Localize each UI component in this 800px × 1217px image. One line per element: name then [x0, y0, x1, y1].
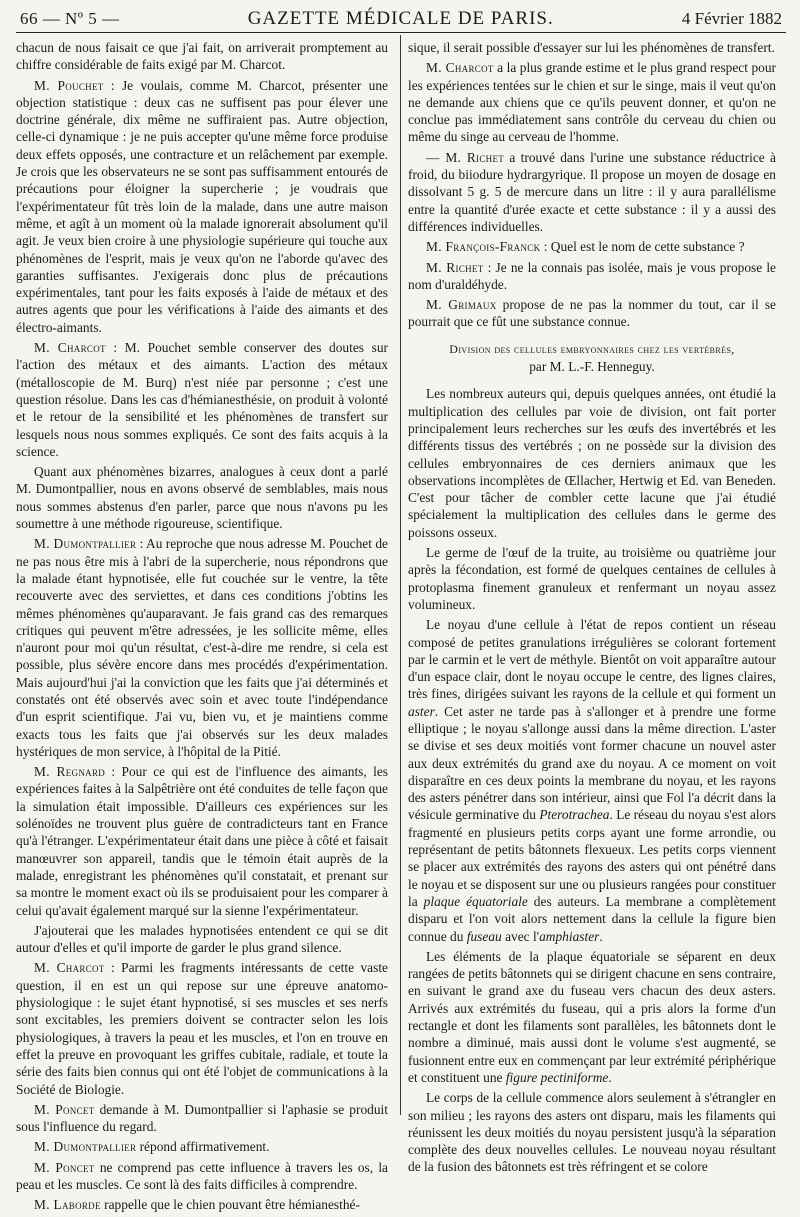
- paragraph-text: : Au reproche que nous adresse M. Pouchet de ne pas nous être mis à l'abri de la supercherie, nous répondrons que la malade étant hypnotisée, elle fut couchée sur le ventre, la tête recouverte avec des serviettes, et dans ces conditions j'obtins les mêmes phénomènes qu'auparavant. Je fais grand cas des remarques critiques qui peuvent m'être adressées, je les sollicite même, elles n'auront pour moi qu'un résultat, c'est-à-dire me rendre, si cela est possible, plus sévère encore dans mes procédés d'expérimentation. Mais aujourd'hui j'ai la conviction que les faits que j'ai déterminés et constatés ont été observés avec soin et avec toute l'indépendance d'un esprit scientifique. J'ai vu, bien vu, et je maintiens comme exacts tous les faits que j'ai observés sur les deux malades hystériques de mon service, à l'hôpital de la Pitié.: [16, 536, 388, 759]
- paragraph-text: .: [599, 928, 603, 944]
- paragraph-text: : Je voulais, comme M. Charcot, présenter une objection statistique : deux cas ne suffisent pas pour élever une doctrine générale, dix même ne suffiraient pas. Autre objection, celle-ci dynamique : je ne puis accepter qu'une même force produise deux effets opposés, une contracture et un relâchement par exemple. Je crois que les observateurs ne se sont pas suffisamment entourés de précautions pour éloigner la supercherie ; je voudrais que l'expérimentateur fût très loin de la malade, dans une autre maison même, et agît à un moment où la malade ignorerait absolument qu'il agit. Je veux bien croire à une physiologie supérieure qui touche aux phénomènes de l'esprit, mais je veux qu'on ne l'aborde qu'avec des garanties suffisantes. J'exigerais donc plus de précautions expérimentales, tant pour les faits exposés à l'aide de métaux et des autres agents que pour les vérifications à l'aide des aimants et des électro-aimants.: [16, 77, 388, 335]
- term-figure-pectiniforme: figure pectiniforme: [505, 1069, 609, 1085]
- speaker-name: M. Dumontpallier: [34, 1139, 137, 1155]
- paragraph-text: rappelle que le chien pouvant être hémianesthé-: [100, 1197, 360, 1213]
- speaker-name: M. Poncet: [34, 1101, 95, 1117]
- paragraph: [408, 238, 776, 255]
- paragraph-text: : Quel est le nom de cette substance ?: [540, 239, 745, 255]
- term-pterotrachea: Pterotrachea: [539, 807, 610, 823]
- column-divider: [400, 35, 401, 1115]
- term-fuseau: fuseau: [466, 928, 502, 944]
- speaker-name: M. Charcot: [34, 960, 105, 976]
- paragraph: [16, 1196, 388, 1213]
- paragraph: [16, 1101, 388, 1136]
- paragraph-text: . Le réseau du noyau s'est alors fragmenté en plusieurs petits corps ayant une forme arrondie, ou représentant de petits bâtonnets flexueux. Les petits corps viennent se placer aux extrémités des rayons des asters qui ont pénétré dans le noyau et se disposent sur une ou plusieurs rangées pour constituer la: [408, 807, 776, 909]
- paragraph-text: .: [608, 1069, 612, 1085]
- paragraph-text: propose de ne pas la nommer du tout, car il se pourrait que ce fût une substance connue.: [408, 297, 776, 330]
- speaker-name: M. Richet: [426, 259, 484, 275]
- speaker-name: — M. Richet: [426, 149, 505, 165]
- paragraph: [16, 535, 388, 760]
- paragraph-text: a trouvé dans l'urine une substance réductrice à froid, du biiodure hydrargyrique. Il propose un moyen de dosage en dissolvant 5 g. 5 de mercure dans un litre : il y aura parallélisme entre la quantité d'urée exacte et cette substance : il y a aussi des différences individuelles.: [408, 149, 776, 234]
- paragraph-text: a la plus grande estime et le plus grand respect pour les expériences tentées sur le chien et sur le singe, mais il veut qu'on ne demande aux chiens que ce qu'ils peuvent donner, et qu'on ne conclue pas immédiatement sans contrôle du cerveau du chien ou même du singe au cerveau de l'homme.: [408, 60, 776, 145]
- paragraph: [408, 149, 776, 235]
- paragraph-text: : Je ne la connais pas isolée, mais je vous propose le nom d'uraldéhyde.: [408, 259, 777, 292]
- right-column: [396, 39, 776, 1217]
- paragraph-text: : M. Pouchet semble conserver des doutes sur l'action des métaux et des aimants. L'action des métaux (métalloscopie de M. Burq) n'est niée par personne ; c'est une question résolue. Dans les cas d'hémianesthésie, on produit à volonté et le retour de la sensibilité et les phénomènes de transfert sur lesquels nous nous sommes expliqués. Ce sont des faits acquis à la science.: [16, 340, 388, 459]
- paragraph: [408, 259, 776, 294]
- paragraph: Le germe de l'œuf de la truite, au troisième ou quatrième jour après la fécondation, est formé de quelques centaines de cellules à protoplasma finement granuleux et renfermant un noyau assez volumineux.: [408, 545, 776, 612]
- paragraph-text: : Pour ce qui est de l'influence des aimants, les expériences faites à la Salpêtrière ont été conduites de telle façon que la simulation était impossible. D'ailleurs ces expériences sur les solénoïdes ne trouvent plus guère de contradicteurs tant en France qu'à l'étranger. L'expérimentateur était dans une pièce à côté et faisait manœuvrer son appareil, tandis que le témoin était auprès de la malade, enregistrant les phénomènes qu'il constatait, et prenant sur sa montre le moment exact où ils se produisaient pour les comparer à celui qu'avait également marqué sur la sienne l'expérimentateur.: [16, 764, 388, 918]
- speaker-name: M. Poncet: [34, 1159, 95, 1175]
- paragraph-text: Le noyau d'une cellule à l'état de repos contient un réseau composé de petites granulations irrégulières se colorant fortement par le carmin et le vert de méthyle. Bientôt on voit apparaître autour d'un espace clair, dont le noyau occupe le centre, des lignes claires, très fines, dirigées suivant les rayons de la cellule et qui forment un: [408, 617, 776, 702]
- speaker-name: M. Charcot: [34, 340, 106, 356]
- journal-title: GAZETTE MÉDICALE DE PARIS.: [247, 8, 554, 29]
- paragraph: [408, 296, 776, 331]
- speaker-name: M. Laborde: [34, 1197, 101, 1213]
- paragraph: [16, 1138, 388, 1155]
- term-plaque-equatoriale: plaque équatoriale: [423, 893, 528, 909]
- paragraph: [408, 59, 776, 145]
- paragraph-text: avec l': [501, 928, 540, 944]
- paragraph: [16, 1159, 388, 1194]
- paragraph: Quant aux phénomènes bizarres, analogues à ceux dont a parlé M. Dumontpallier, nous en avons observé de semblables, mais nous nous sommes abstenus d'en parler, parce que nous n'avons pu les soumettre à une méthode rigoureuse, scientifique.: [16, 464, 388, 532]
- paragraph-text: : Parmi les fragments intéressants de cette vaste question, il en est un qui repose sur une épreuve anatomo-physiologique : le sujet étant hypnotisé, si ses muscles et ses nerfs sont excitables, les premiers doivent se contracter selon les lois physiologiques, à travers la peau et les muscles, et l'on en trouve en effet la preuve en provoquant les griffes cubitale, radiale, et toute la série des faits bien connus qui ont été l'objet de communications à la Société de Biologie.: [16, 960, 388, 1097]
- paragraph-text: Les éléments de la plaque équatoriale se séparent en deux rangées de petits bâtonnets qui se dirigent chacune en sens contraire, en suivant le grand axe du fuseau vers chacun des deux asters. Arrivés aux extrémités du fuseau, qui a pris alors la forme d'un rectangle et dont les filaments sont parallèles, les bâtonnets dont le nombre a diminué, mais aussi dont le volume s'est augmenté, se fusionnent entre eux en commençant par leur extrémité périphérique et constituent une: [408, 948, 776, 1085]
- paragraph-text: répond affirmativement.: [136, 1139, 270, 1155]
- paragraph: [16, 763, 388, 919]
- paragraph-text: . Cet aster ne tarde pas à s'allonger et à prendre une forme elliptique ; le noyau s'allonge aussi dans la même direction. L'aster se divise et ses deux moitiés vont former chacune un nouvel aster aux deux extrémités du grand axe du noyau. A ce moment on voit disparaître en ces deux points la membrane du noyau, et les rayons des asters pénétrer dans son intérieur, ainsi que Fol l'a décrit dans la vésicule germinative du: [408, 703, 776, 823]
- speaker-name: M. Charcot: [426, 60, 494, 76]
- paragraph: [16, 959, 388, 1097]
- article-title: Division des cellules embryonnaires chez les vertébrés,: [449, 341, 735, 356]
- paragraph: chacun de nous faisait ce que j'ai fait, on arriverait promptement au chiffre considérable de faits exigé par M. Charcot.: [16, 40, 388, 73]
- issue-date: 4 Février 1882: [681, 9, 782, 28]
- paragraph-text: demande à M. Dumontpallier si l'aphasie se produit sous l'influence du regard.: [16, 1101, 388, 1135]
- speaker-name: M. Pouchet: [34, 77, 104, 93]
- article-author: par M. L.-F. Henneguy.: [529, 359, 655, 375]
- paragraph-text: des auteurs. La membrane a complètement disparu et l'on voit alors nettement dans la cellule la figure bien connue du: [408, 893, 777, 944]
- term-aster: aster: [408, 703, 435, 719]
- speaker-name: M. Regnard: [34, 764, 106, 780]
- speaker-name: M. Dumontpallier: [34, 536, 137, 552]
- paragraph: J'ajouterai que les malades hypnotisées entendent ce qui se dit autour d'elles et qu'il importe de garder le plus grand silence.: [16, 922, 388, 956]
- speaker-name: M. Grimaux: [426, 297, 497, 313]
- page-header: [16, 8, 786, 33]
- paragraph: Le corps de la cellule commence alors seulement à s'étrangler en son milieu ; les rayons des asters ont disparu, mais les filaments qui réunissent les deux moitiés du noyau persistent jusqu'à la séparation complète des deux nouvelles cellules. Le nouveau noyau résultant de la fusion des bâtonnets est très réfringent et se colore: [408, 1090, 776, 1175]
- paragraph: [16, 339, 388, 460]
- paragraph-text: ne comprend pas cette influence à travers les os, la peau et les muscles. Ce sont là des faits difficiles à comprendre.: [16, 1159, 388, 1192]
- page-number: 66 — Nº 5 —: [20, 9, 120, 28]
- text-columns: [16, 39, 786, 1217]
- speaker-name: M. François-Franck: [426, 239, 541, 255]
- paragraph: [408, 616, 776, 945]
- paragraph: Les nombreux auteurs qui, depuis quelques années, ont étudié la multiplication des cellules par voie de division, ont fait porter principalement leurs recherches sur les œufs des invertébrés et les différents tissus des vertébrés ; on ne possède sur la division des cellules embryonnaires de ces derniers animaux que les observations incomplètes de Œllacher, Hertwig et Ed. van Beneden. C'est pour tâcher de combler cette lacune que j'ai étudié spécialement la multiplication des cellules dans le germe des poissons osseux.: [408, 386, 776, 540]
- paragraph: [16, 77, 388, 336]
- term-amphiaster: amphiaster: [539, 928, 600, 944]
- paragraph: sique, il serait possible d'essayer sur lui les phénomènes de transfert.: [408, 40, 775, 55]
- paragraph: [408, 948, 776, 1086]
- left-column: [16, 39, 396, 1217]
